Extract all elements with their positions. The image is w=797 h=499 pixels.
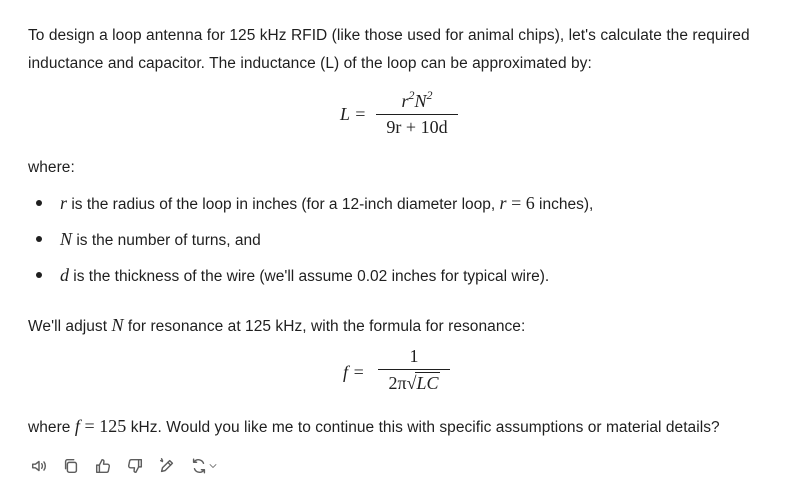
thumbs-down-button[interactable] — [124, 455, 146, 477]
list-item: N is the number of turns, and — [28, 224, 593, 260]
variable-list — [28, 188, 593, 296]
closing-paragraph: where f = 125 kHz. Would you like me to continue this with specific assumptions or material details? — [28, 416, 720, 436]
edit-icon — [158, 457, 176, 475]
eq1-fraction: $r^2N^2$ 9r + 10d — [376, 88, 458, 138]
message-actions-toolbar — [28, 455, 220, 477]
thumbs-down-icon — [126, 457, 144, 475]
eq2-lhs: f = — [343, 362, 365, 382]
thumbs-up-button[interactable] — [92, 455, 114, 477]
intro-paragraph: To design a loop antenna for 125 kHz RFID (like those used for animal chips), let's calculate the required inductance and capacitor. The inductance (L) of the loop can be approximated by: — [28, 27, 750, 72]
list-item: d is the thickness of the wire (we'll assume 0.02 inches for typical wire). — [28, 260, 593, 296]
regenerate-button[interactable] — [188, 455, 220, 477]
list-item: r is the radius of the loop in inches (for a 12-inch diameter loop, r = 6 inches), — [28, 188, 593, 224]
eq1-lhs: L = — [340, 104, 367, 124]
read-aloud-icon — [30, 457, 48, 475]
regenerate-icon — [190, 457, 208, 475]
eq1-denominator: 9r + 10d — [386, 117, 448, 137]
chevron-down-icon — [208, 461, 218, 471]
thumbs-up-icon — [94, 457, 112, 475]
resonance-paragraph: We'll adjust N for resonance at 125 kHz, with the formula for resonance: — [28, 315, 526, 335]
where-label: where: — [28, 159, 75, 176]
eq2-fraction: 1 2π√LC — [378, 346, 450, 394]
edit-button[interactable] — [156, 455, 178, 477]
copy-button[interactable] — [60, 455, 82, 477]
copy-icon — [62, 457, 80, 475]
read-aloud-button[interactable] — [28, 455, 50, 477]
